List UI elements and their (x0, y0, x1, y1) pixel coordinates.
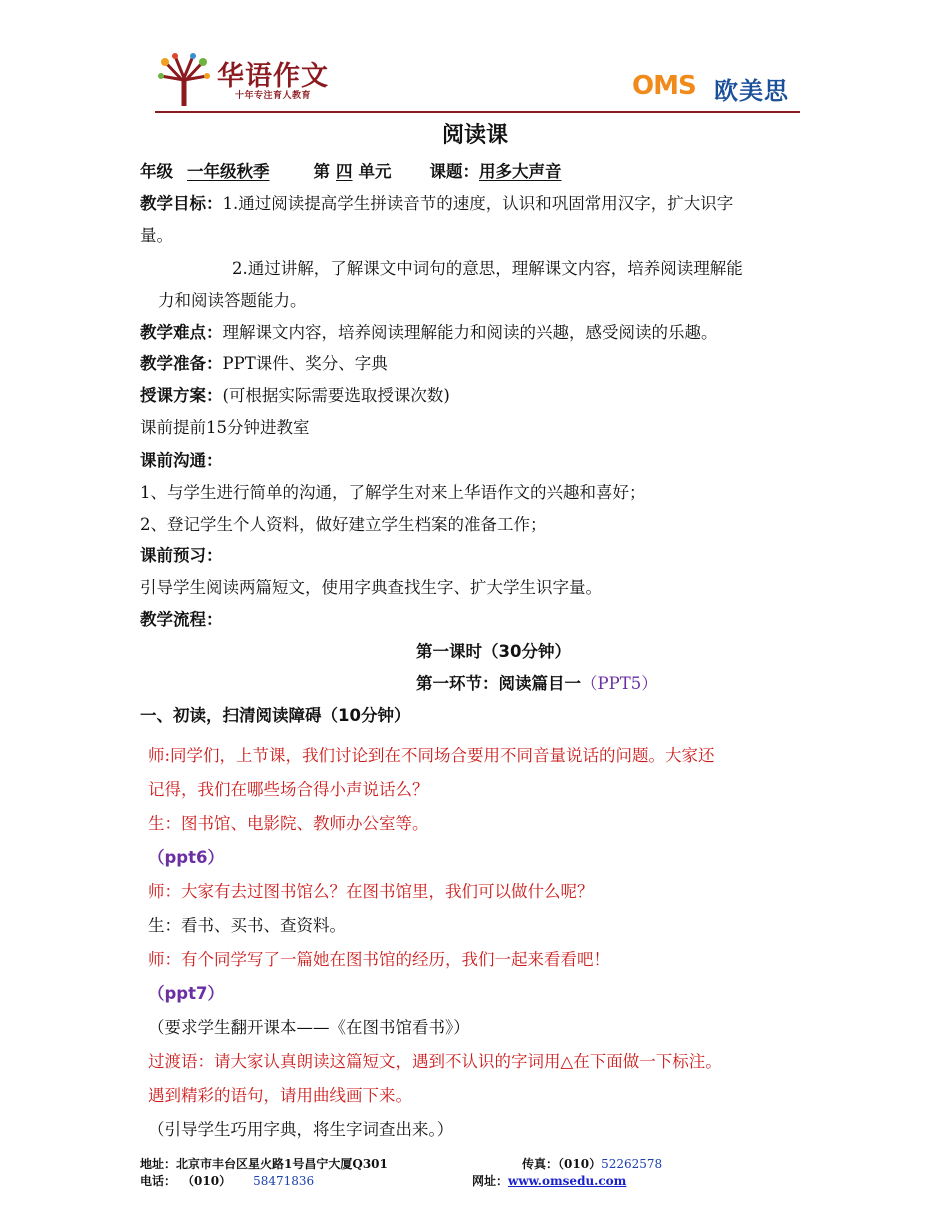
oms-logo-latin: OMS (632, 71, 696, 101)
footer-tel (140, 1172, 314, 1189)
goal-line-1 (140, 193, 733, 215)
ppt7-ref: （ppt7） (148, 984, 224, 1003)
difficulty-line (140, 322, 718, 344)
difficulty-text: 理解课文内容，培养阅读理解能力和阅读的兴趣，感受阅读的乐趣。 (222, 323, 718, 342)
goal-2a: 2.通过讲解，了解课文中词句的意思，理解课文内容，培养阅读理解能 (232, 259, 743, 278)
page-title: 阅读课 (441, 123, 508, 148)
footer-web-link[interactable]: www.omsedu.com (508, 1174, 627, 1188)
lesson-title: 第一课时（30分钟） (416, 642, 571, 661)
footer-addr-value: 北京市丰台区星火路1号昌宁大厦Q301 (176, 1157, 388, 1171)
flow-label: 教学流程： (140, 610, 223, 629)
footer-address (140, 1155, 388, 1172)
huayu-logo (155, 52, 330, 108)
footer-web-label: 网址： (472, 1174, 509, 1188)
topic-value: 用多大声音 (479, 162, 562, 181)
oms-logo-cn: 欧美思 (714, 77, 789, 105)
teacher-line-2: 师：大家有去过图书馆么？在图书馆里，我们可以做什么呢？ (148, 882, 594, 901)
footer-tel-number: 58471836 (253, 1174, 315, 1188)
plan-label: 授课方案： (140, 386, 223, 405)
difficulty-label: 教学难点： (140, 323, 223, 342)
preview-label: 课前预习： (140, 546, 223, 565)
teacher-line-3: 师：有个同学写了一篇她在图书馆的经历，我们一起来看看吧！ (148, 950, 610, 969)
unit-prefix: 第 (313, 162, 330, 181)
student-line-1: 生：图书馆、电影院、教师办公室等。 (148, 814, 429, 833)
stage-ppt: （PPT5） (581, 674, 658, 693)
footer-addr-label: 地址： (140, 1157, 177, 1171)
huayu-logo-slogan: 十年专注育人教育 (235, 91, 312, 101)
transition-line-a: 过渡语：请大家认真朗读这篇短文，遇到不认识的字词用△在下面做一下标注。 (148, 1052, 722, 1071)
preview-text: 引导学生阅读两篇短文，使用字典查找生字、扩大学生识字量。 (140, 578, 602, 597)
footer-fax-number: 52262578 (601, 1157, 663, 1171)
note-line-1: （要求学生翻开课本——《在图书馆看书》） (148, 1018, 470, 1037)
huayu-logo-text: 华语作文 (217, 61, 329, 92)
prep-line (140, 353, 388, 375)
footer-tel-label: 电话： (140, 1174, 177, 1188)
plan-line (140, 385, 450, 407)
transition-line-b: 遇到精彩的语句，请用曲线画下来。 (148, 1086, 412, 1105)
note-line-2: （引导学生巧用字典，将生字词查出来。） (148, 1120, 454, 1139)
teacher-line-1a: 师:同学们，上节课，我们讨论到在不同场合要用不同音量说话的问题。大家还 (148, 746, 715, 765)
comm-item-2: 2、登记学生个人资料，做好建立学生档案的准备工作； (140, 515, 547, 534)
unit-suffix: 单元 (358, 162, 392, 181)
student-line-2: 生：看书、买书、查资料。 (148, 916, 346, 935)
stage-title: 第一环节：阅读篇目一 (416, 674, 581, 693)
footer-fax (522, 1155, 662, 1172)
ppt6-ref: （ppt6） (148, 848, 224, 867)
tree-logo-icon (155, 52, 213, 108)
prep-label: 教学准备： (140, 354, 223, 373)
oms-logo (632, 71, 802, 103)
topic-label: 课题： (429, 162, 479, 181)
grade-label: 年级 (140, 162, 173, 181)
meta-line (140, 161, 562, 183)
header-divider (155, 111, 800, 113)
plan-text: (可根据实际需要选取授课次数) (222, 386, 450, 405)
grade-value: 一年级秋季 (187, 162, 270, 181)
goal-1a: 1.通过阅读提高学生拼读音节的速度，认识和巩固常用汉字，扩大识字 (222, 194, 734, 213)
early-arrival: 课前提前15分钟进教室 (140, 418, 310, 437)
part-title: 一、初读，扫清阅读障碍（10分钟） (140, 706, 411, 725)
footer-fax-area: （010） (558, 1157, 602, 1171)
goal-1b: 量。 (140, 226, 173, 245)
unit-value: 四 (336, 162, 353, 181)
comm-label: 课前沟通： (140, 451, 223, 470)
comm-item-1: 1、与学生进行简单的沟通，了解学生对来上华语作文的兴趣和喜好； (140, 483, 646, 502)
stage-title-line (416, 673, 658, 695)
teacher-line-1b: 记得，我们在哪些场合得小声说话么？ (148, 780, 429, 799)
goal-2b: 力和阅读答题能力。 (158, 291, 307, 310)
prep-text: PPT课件、奖分、字典 (222, 354, 388, 373)
footer-fax-label: 传真： (522, 1157, 559, 1171)
footer-tel-area: （010） (188, 1174, 232, 1188)
goal-label: 教学目标： (140, 194, 223, 213)
footer-web (472, 1172, 626, 1189)
